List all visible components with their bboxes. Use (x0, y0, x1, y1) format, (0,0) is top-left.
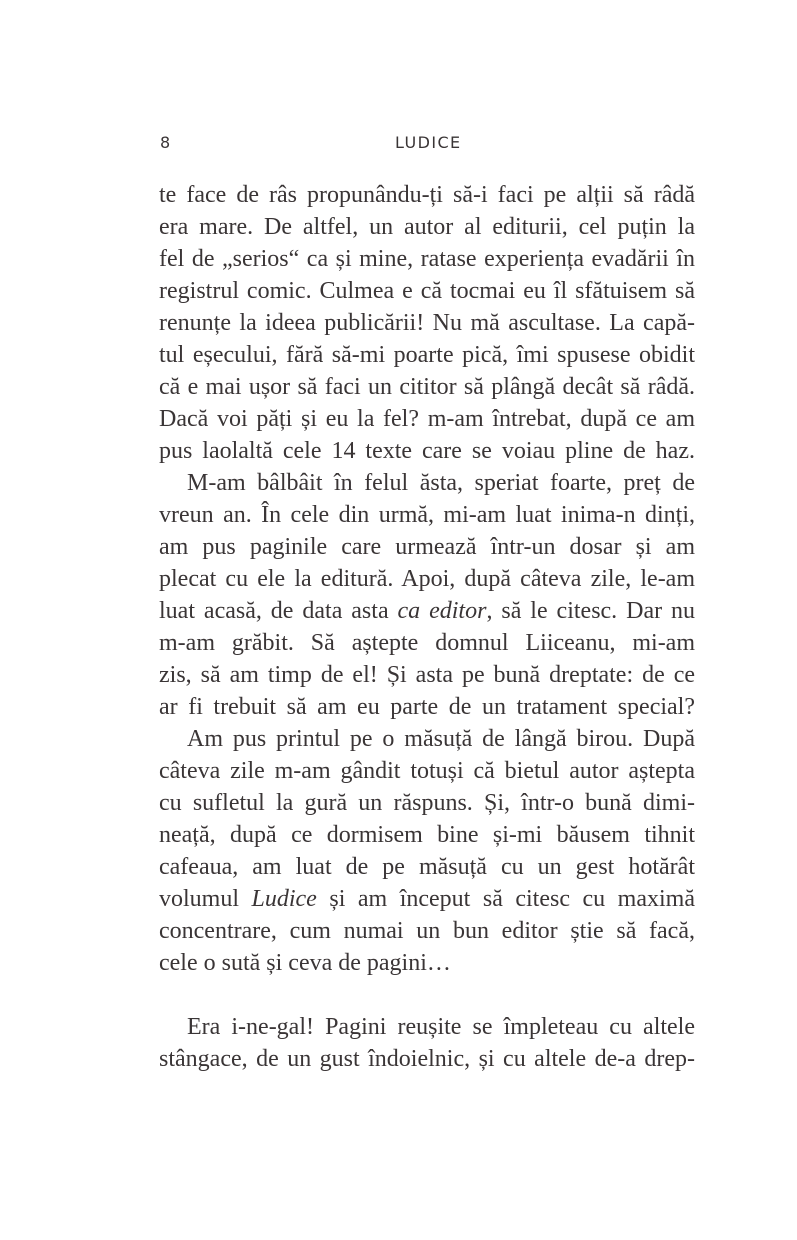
italic-text: ca editor (397, 598, 487, 624)
running-head (160, 133, 692, 157)
text-line: M-am bâlbâit în felul ăsta, speriat foarte, preț de (187, 470, 695, 496)
text-line: stângace, de un gust îndoielnic, și cu altele de-a drep- (159, 1046, 695, 1072)
text-line (159, 595, 695, 627)
text-line: cafeaua, am luat de pe măsuță cu un gest hotărât (159, 854, 695, 880)
text-line: pus laolaltă cele 14 texte care se voiau pline de haz. (159, 438, 695, 464)
text-segment: , să le citesc. Dar nu (486, 598, 696, 624)
text-line: zis, să am timp de el! Și asta pe bună dreptate: de ce (159, 662, 695, 688)
text-line: Dacă voi păți și eu la fel? m-am întrebat, după ce am (159, 406, 695, 432)
text-line: am pus paginile care urmează într-un dosar și am (159, 534, 695, 560)
text-line: tul eșecului, fără să-mi poarte pică, îmi spusese obidit (159, 342, 695, 368)
text-line: te face de râs propunându-ți să-i faci pe alții să râdă (159, 182, 695, 208)
text-line: Era i-ne-gal! Pagini reușite se împleteau cu altele (187, 1014, 695, 1040)
text-line: registrul comic. Culmea e că tocmai eu îl sfătuisem să (159, 278, 695, 304)
text-line: vreun an. În cele din urmă, mi-am luat inima-n dinți, (159, 502, 695, 528)
text-line: câteva zile m-am gândit totuși că bietul autor aștepta (159, 758, 695, 784)
page-number: 8 (160, 133, 171, 152)
text-segment: volumul (159, 886, 252, 912)
text-line: ar fi trebuit să am eu parte de un tratament special? (159, 694, 695, 720)
section-break (159, 979, 695, 1011)
text-segment: luat acasă, de data asta (159, 598, 398, 624)
text-line: neață, după ce dormisem bine și-mi băusem tihnit (159, 822, 695, 848)
body-text (159, 179, 695, 1075)
text-line: cu sufletul la gură un răspuns. Și, într-o bună dimi- (159, 790, 695, 816)
text-line: că e mai ușor să faci un cititor să plângă decât să râdă. (159, 374, 695, 400)
text-line: renunțe la ideea publicării! Nu mă ascultase. La capă- (159, 310, 695, 336)
book-title: LUDICE (395, 133, 462, 152)
text-segment: și am început să citesc cu maximă (316, 886, 695, 912)
text-line: Am pus printul pe o măsuță de lângă birou. După (187, 726, 695, 752)
italic-text: Ludice (251, 886, 317, 912)
text-line: fel de „serios“ ca și mine, ratase experiența evadării în (159, 246, 695, 272)
text-line: era mare. De altfel, un autor al editurii, cel puțin la (159, 214, 695, 240)
text-line (159, 883, 695, 915)
text-line: m-am grăbit. Să aștepte domnul Liiceanu, mi-am (159, 630, 695, 656)
text-line: cele o sută și ceva de pagini… (159, 950, 451, 976)
text-line: plecat cu ele la editură. Apoi, după câteva zile, le-am (159, 566, 695, 592)
text-line: concentrare, cum numai un bun editor știe să facă, (159, 918, 695, 944)
